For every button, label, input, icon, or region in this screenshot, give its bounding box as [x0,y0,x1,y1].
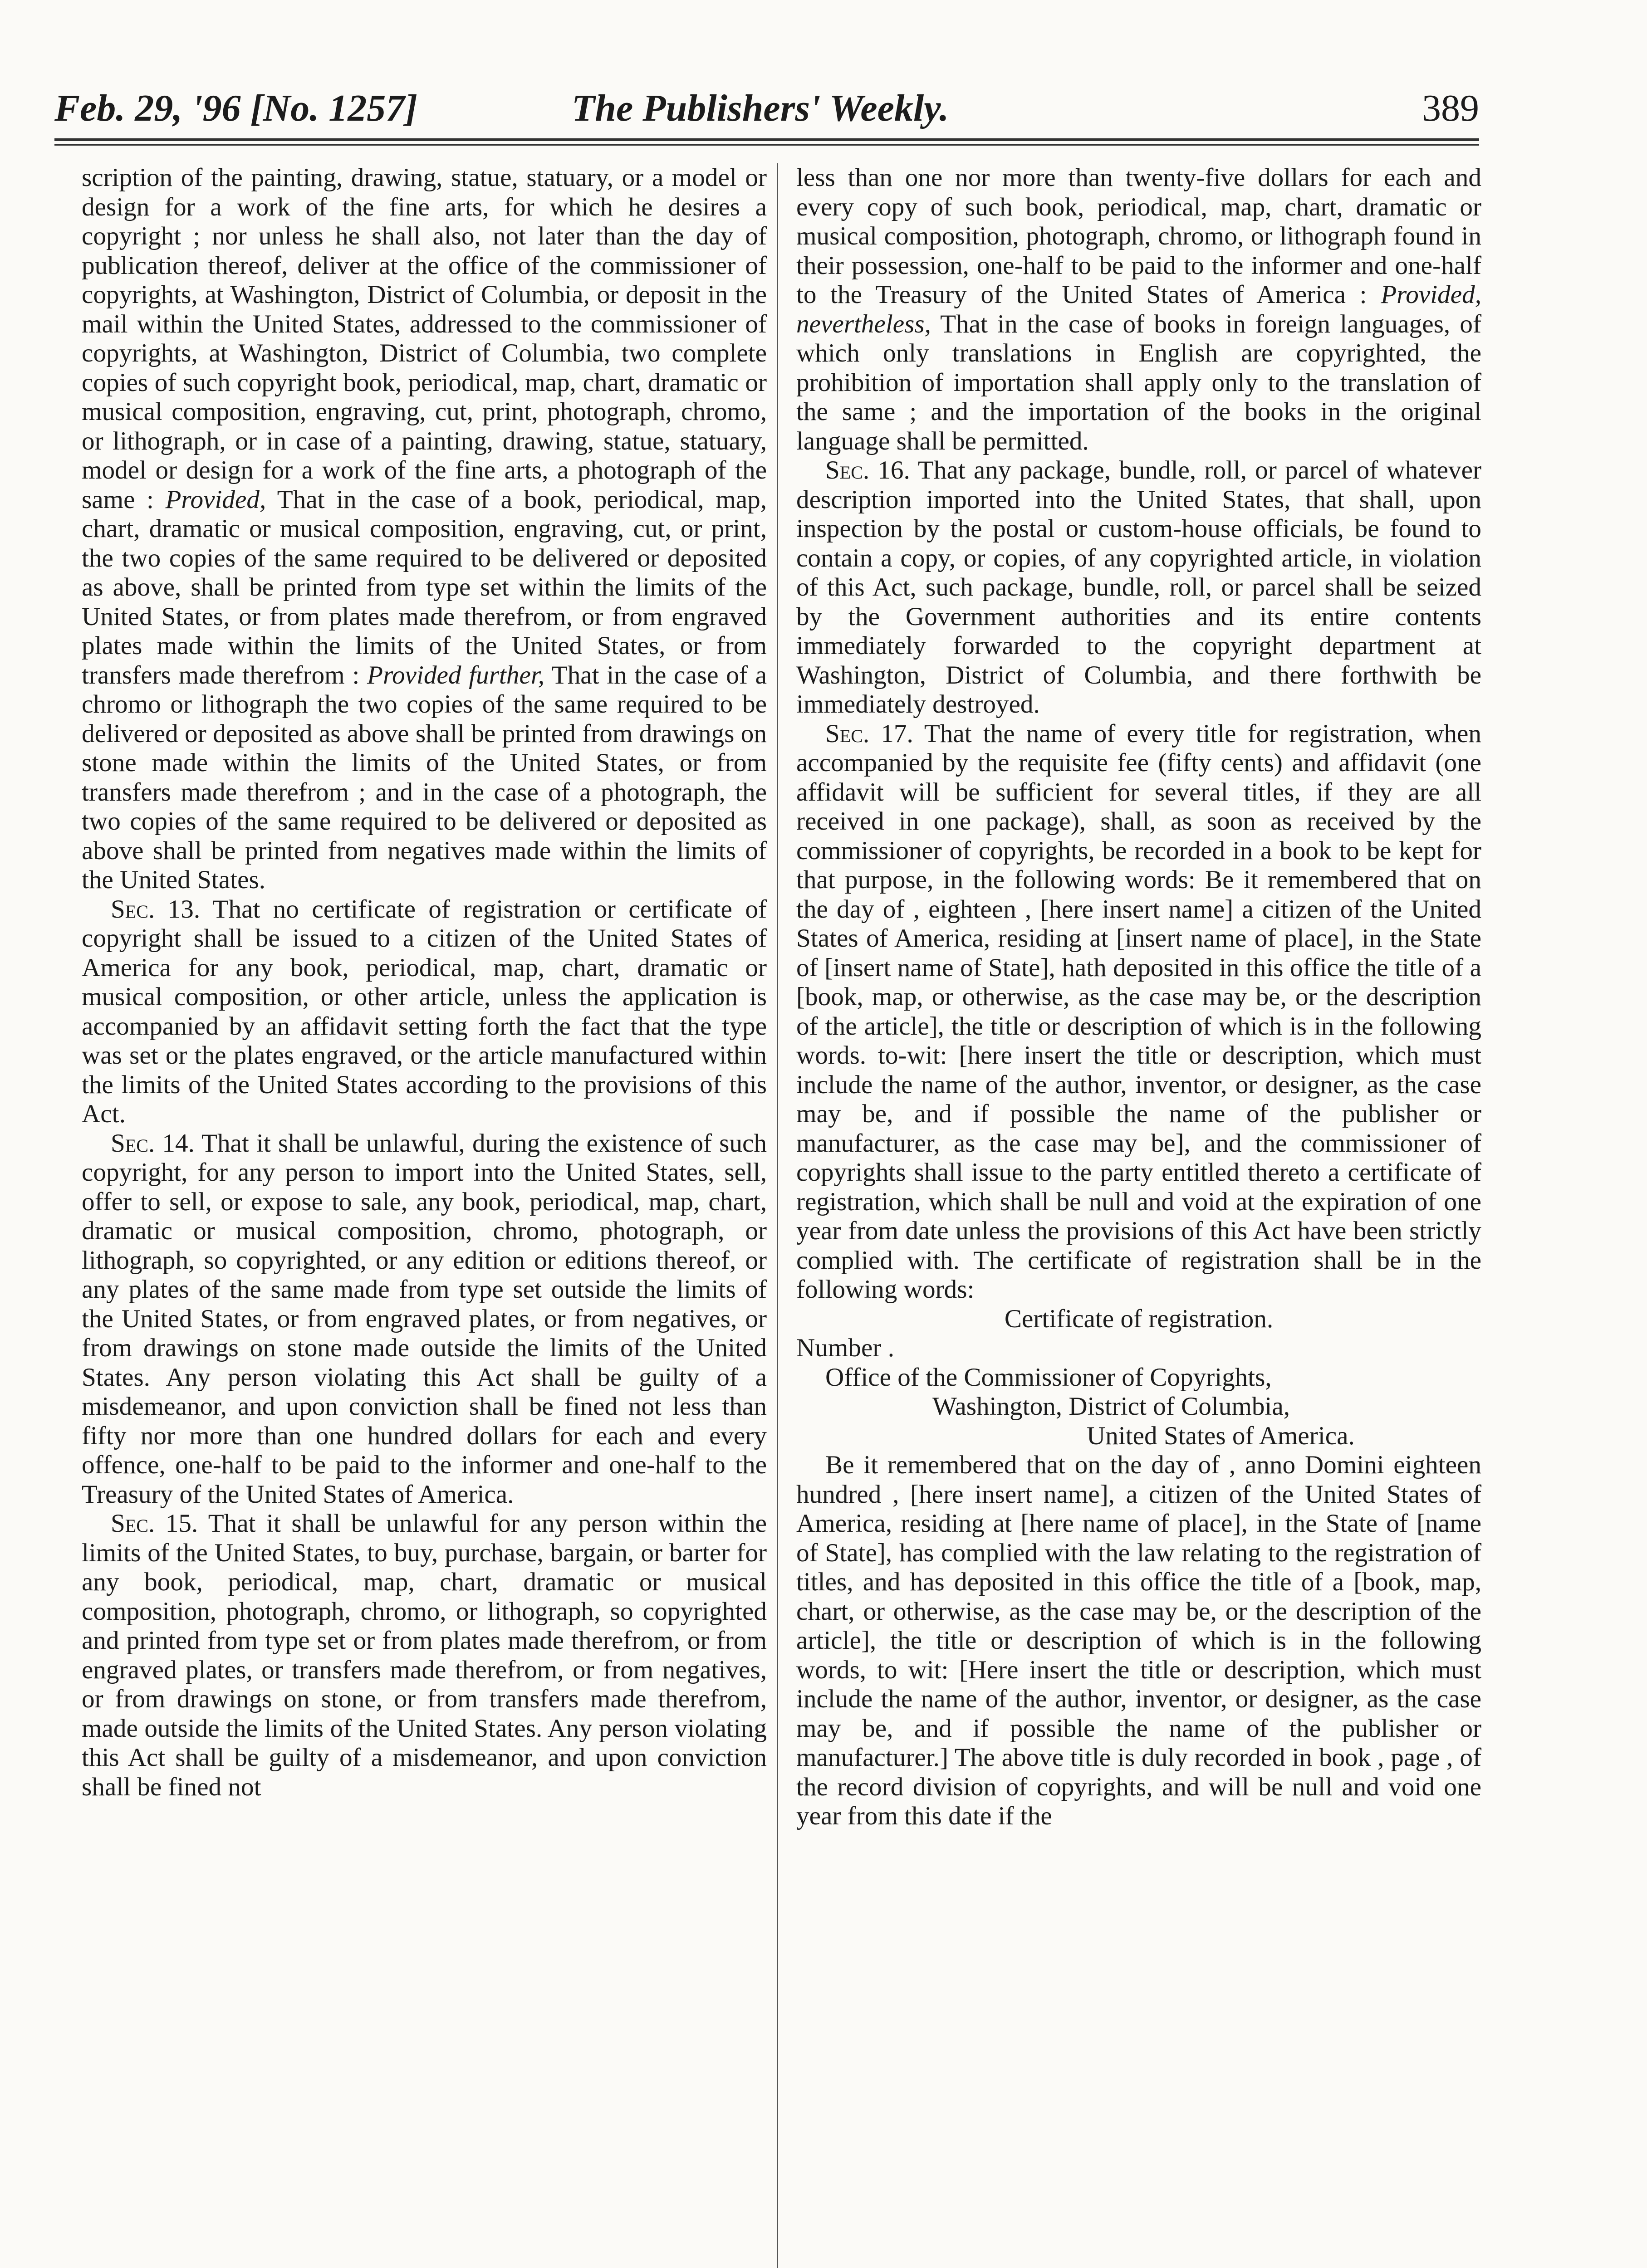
certificate-body: Be it remembered that on the day of , anno Domini eighteen hundred , [here insert name], a citizen of the United States of America, residing at [here name of place], in the State of [name of State], has complied with the law relating to the registration of titles, and has deposited in this office the title of a [book, map, chart, or otherwise, as the case may be, or the description of the article], the title or description of which is in the following words, to wit: [Here insert the title or description, which must include the name of the author, inventor, or designer, as the case may be, and if possible the name of the publisher or manufacturer.] The above title is duly recorded in book , page , of the record division of copyrights, and will be null and void one year from this date if the [796,1451,1481,1830]
paragraph: scription of the painting, drawing, statue, statuary, or a model or design for a work of the fine arts, for which he desires a copyright ; nor unless he shall also, not later than the day of publication thereof, deliver at the office of the commissioner of copyrights, at Washington, District of Columbia, or deposit in the mail within the United States, addressed to the commissioner of copyrights, at Washington, District of Columbia, two complete copies of such copyright book, periodical, map, chart, dramatic or musical composition, engraving, cut, print, photograph, chromo, or lithograph, or in case of a painting, drawing, statue, statuary, model or design for a work of the fine arts, a photograph of the same : Provided, That in the case of a book, periodical, map, chart, dramatic or musical composition, engraving, cut, or print, the two copies of the same required to be delivered or deposited as above, shall be printed from type set within the limits of the United States, or from plates made therefrom, or from engraved plates made within the limits of the United States, or from transfers made therefrom : Provided further, That in the case of a chromo or lithograph the two copies of the same required to be delivered or deposited as above shall be printed from drawings on stone made within the limits of the United States, or from transfers made therefrom ; and in the case of a photograph, the two copies of the same required to be delivered or deposited as above shall be printed from negatives made within the limits of the United States. [82,163,767,894]
section-14: Sec. 14. That it shall be unlawful, during the existence of such copyright, for any person to import into the United States, sell, offer to sell, or expose to sale, any book, periodical, map, chart, dramatic or musical composition, chromo, photograph, or lithograph, so copyrighted, or any edition or editions thereof, or any plates of the same made from type set outside the limits of the United States, or from engraved plates, or from negatives, or from drawings on stone made outside the limits of the United States. Any person violating this Act shall be guilty of a misdemeanor, and upon conviction shall be fined not less than fifty nor more than one hundred dollars for each and every offence, one-half to be paid to the informer and one-half to the Treasury of the United States of America. [82,1129,767,1509]
certificate-city: Washington, District of Columbia, [932,1392,1290,1421]
column-divider [777,163,778,2268]
journal-title: The Publishers' Weekly. [572,87,949,129]
section-16: Sec. 16. That any package, bundle, roll, or parcel of whatever description imported into the United States, that shall, upon inspection by the postal or custom-house officials, be found to contain a copy, or copies, of any copyrighted article, in violation of this Act, such package, bundle, roll, or parcel shall be seized by the Government authorities and its entire contents immediately forwarded to the copyright department at Washington, District of Columbia, and there forthwith be immediately destroyed. [796,456,1482,719]
certificate-office: Office of the Commissioner of Copyrights, [825,1363,1272,1392]
proviso-label: Provided, nevertheless, [796,280,1482,338]
header-rule [54,138,1479,141]
section-15: Sec. 15. That it shall be unlawful for any person within the limits of the United States, to buy, purchase, bargain, or barter for any book, periodical, map, chart, dramatic or musical composition, photograph, chromo, or lithograph, so copyrighted and printed from type set or from plates made therefrom, or from engraved plates, or transfers made therefrom, or from negatives, or from drawings on stone, or from transfers made therefrom, made outside the limits of the United States. Any person violating this Act shall be guilty of a misdemeanor, and upon conviction shall be fined not [82,1509,767,1801]
right-column [796,163,1481,2268]
section-label: Sec. 17. [825,719,913,748]
section-label: Sec. 15. [111,1509,198,1538]
proviso-label: Provided, [165,485,266,514]
proviso-label: Provided further, [367,660,545,689]
certificate-heading: Certificate of registration. [1004,1304,1274,1333]
certificate-country: United States of America. [1087,1421,1355,1450]
running-header [54,68,1479,136]
section-label: Sec. 16. [825,456,910,484]
section-label: Sec. 14. [111,1129,195,1158]
page-number: 389 [1422,87,1479,129]
issue-date: Feb. 29, '96 [No. 1257] [54,87,418,129]
section-13: Sec. 13. That no certificate of registration or certificate of copyright shall be issued to a citizen of the United States of America for any book, periodical, map, chart, dramatic or musical composition, or other article, unless the application is accompanied by an affidavit setting forth the fact that the type was set or the plates engraved, or the article manufactured within the limits of the United States according to the provisions of this Act. [82,894,767,1128]
section-17: Sec. 17. That the name of every title for registration, when accompanied by the requisite fee (fifty cents) and affidavit (one affidavit will be sufficient for several titles, if they are all received in one package), shall, as soon as received by the commissioner of copyrights, be recorded in a book to be kept for that purpose, in the following words: Be it remembered that on the day of , eighteen , [here insert name] a citizen of the United States of America, residing at [insert name of place], in the State of [insert name of State], hath deposited in this office the title of a [book, map, or otherwise, as the case may be, or the description of the article], the title or description of which is in the following words. to-wit: [here insert the title or description, which must include the name of the author, inventor, or designer, as the case may be, and if possible the name of the publisher or manufacturer, as the case may be], and the commissioner of copyrights shall issue to the party entitled thereto a certificate of registration, which shall be null and void at the expiration of one year from date unless the provisions of this Act have been strictly complied with. The certificate of registration shall be in the following words: [796,719,1481,1304]
header-rule-thin [54,144,1479,146]
section-label: Sec. 13. [111,894,201,924]
left-column [82,163,767,2268]
certificate-number: Number . [796,1334,894,1362]
paragraph: less than one nor more than twenty-five dollars for each and every copy of such book, periodical, map, chart, dramatic or musical composition, photograph, chromo, or lithograph found in their possession, one-half to be paid to the informer and one-half to the Treasury of the United States of America : Provided, nevertheless, That in the case of books in foreign languages, of which only translations in English are copyrighted, the prohibition of importation shall apply only to the translation of the same ; and the importation of the books in the original language shall be permitted. [796,163,1482,455]
